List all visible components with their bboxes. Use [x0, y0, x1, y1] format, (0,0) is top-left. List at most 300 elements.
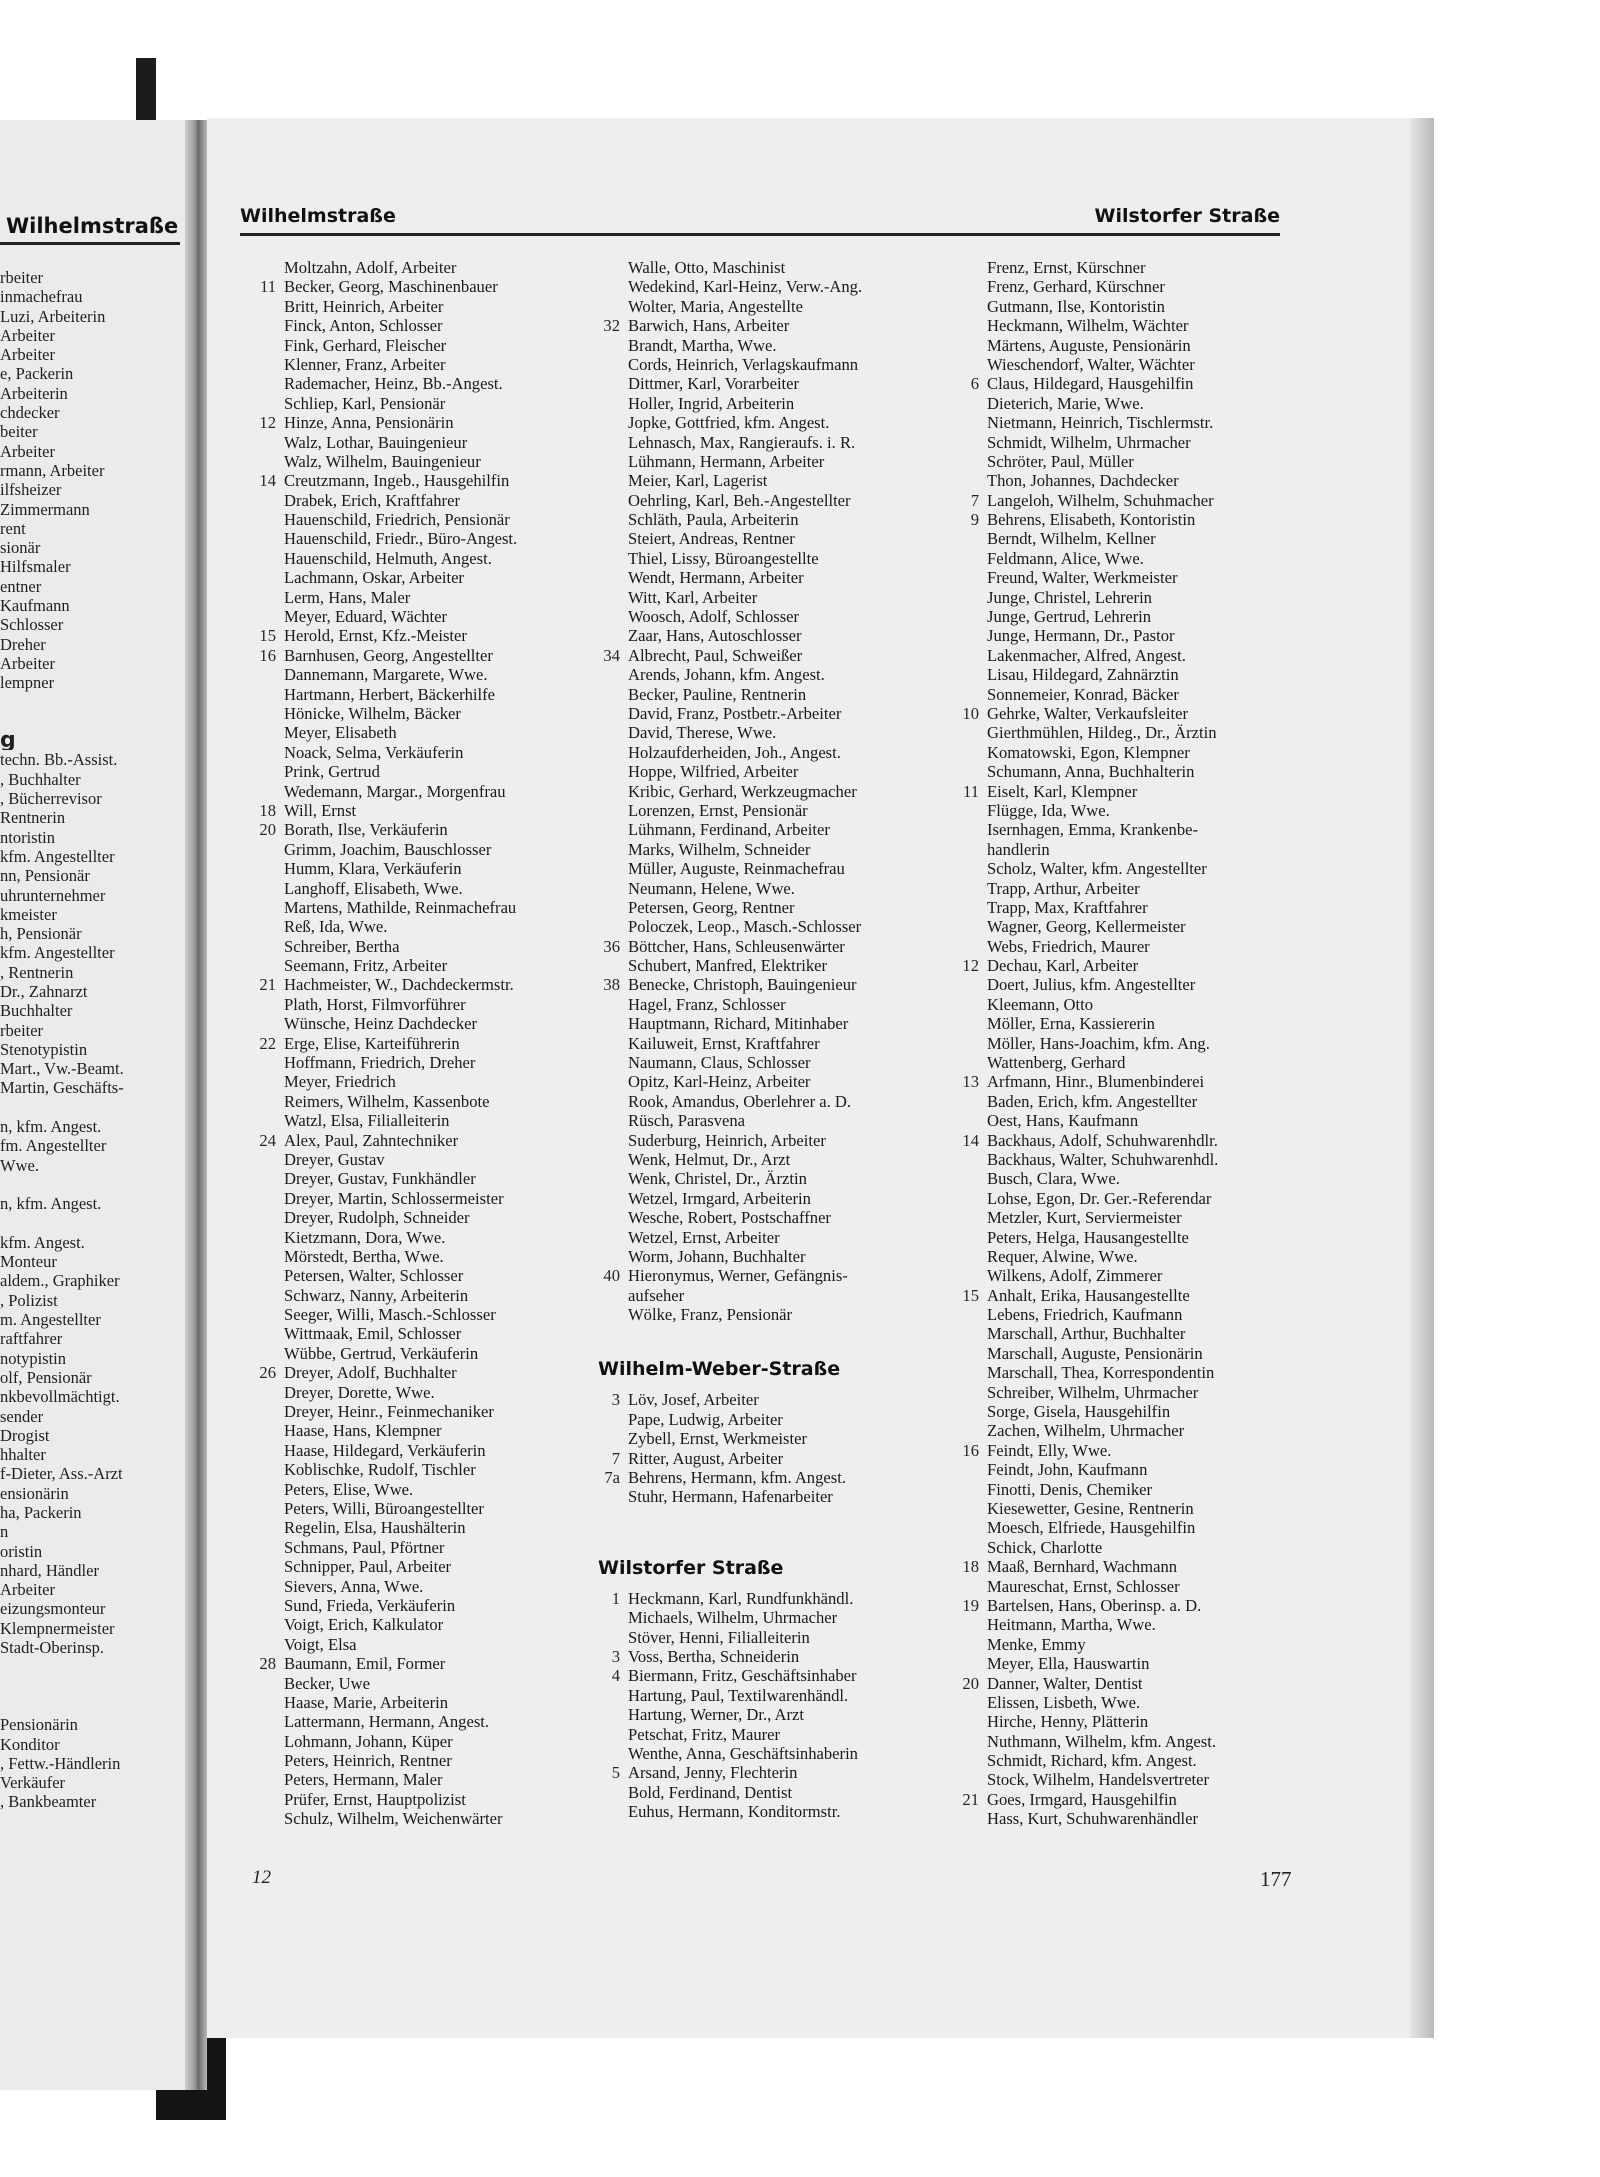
directory-entry [238, 1150, 583, 1169]
resident-entry: Haase, Hildegard, Verkäuferin [284, 1440, 486, 1460]
house-number [941, 646, 987, 665]
resident-entry: Creutzmann, Ingeb., Hausgehilfin [284, 471, 510, 491]
directory-entry [582, 1390, 942, 1409]
directory-entry [238, 995, 583, 1014]
resident-entry: Trapp, Arthur, Arbeiter [987, 878, 1140, 898]
resident-entry: Schröter, Paul, Müller [987, 451, 1134, 471]
resident-entry: Bold, Ferdinand, Dentist [628, 1782, 793, 1802]
house-number [238, 704, 284, 723]
resident-entry: Seeger, Willi, Masch.-Schlosser [284, 1305, 496, 1325]
house-number [238, 1324, 284, 1343]
house-number [941, 1751, 987, 1770]
house-number [941, 1111, 987, 1130]
resident-entry: Löv, Josef, Arbeiter [628, 1390, 759, 1410]
house-number [941, 762, 987, 781]
resident-entry: Barwich, Hans, Arbeiter [628, 316, 790, 336]
house-number [582, 840, 628, 859]
house-number [941, 665, 987, 684]
resident-entry: Lohse, Egon, Dr. Ger.-Referendar [987, 1188, 1212, 1208]
house-number [582, 820, 628, 839]
resident-entry: Frenz, Ernst, Kürschner [987, 258, 1146, 277]
directory-entry [238, 1247, 583, 1266]
directory-entry [582, 491, 942, 510]
house-number [941, 1383, 987, 1402]
left-page-line: nkbevollmächtigt. [0, 1387, 120, 1407]
resident-entry: Langhoff, Elisabeth, Wwe. [284, 878, 463, 898]
house-number: 22 [259, 1033, 276, 1053]
house-number: 21 [259, 975, 276, 995]
directory-entry [238, 1441, 583, 1460]
resident-entry: Reimers, Wilhelm, Kassenbote [284, 1091, 490, 1111]
resident-entry: Gierthmühlen, Hildeg., Dr., Ärztin [987, 723, 1217, 743]
directory-entry [941, 898, 1291, 917]
house-number [238, 1790, 284, 1809]
resident-entry: Sonnemeier, Konrad, Bäcker [987, 684, 1179, 704]
resident-entry: Witt, Karl, Arbeiter [628, 587, 758, 607]
left-page-line: n, kfm. Angest. [0, 1194, 102, 1214]
house-number [941, 1305, 987, 1324]
resident-entry: Möller, Hans-Joachim, kfm. Ang. [987, 1033, 1210, 1053]
directory-entry [238, 743, 583, 762]
directory-entry [941, 1092, 1291, 1111]
left-page-line: Arbeiter [0, 1580, 55, 1600]
resident-entry: Meier, Karl, Lagerist [628, 471, 768, 491]
house-number [941, 859, 987, 878]
resident-entry: Peters, Willi, Büroangestellter [284, 1499, 484, 1518]
resident-entry: Noack, Selma, Verkäuferin [284, 742, 464, 762]
directory-entry [582, 413, 942, 432]
resident-entry: Hieronymus, Werner, Gefängnis- [628, 1266, 848, 1286]
house-number [582, 510, 628, 529]
house-number [582, 685, 628, 704]
house-number [238, 1150, 284, 1169]
house-number [941, 1577, 987, 1596]
left-page-line: rmann, Arbeiter [0, 460, 105, 480]
resident-entry: Komatowski, Egon, Klempner [987, 742, 1190, 762]
house-number [582, 374, 628, 393]
house-number: 16 [962, 1440, 979, 1460]
house-number [582, 743, 628, 762]
house-number [582, 859, 628, 878]
directory-entry [941, 840, 1291, 859]
directory-entry [238, 1751, 583, 1770]
house-number [941, 1014, 987, 1033]
directory-entry [238, 1809, 583, 1828]
resident-entry: Suderburg, Heinrich, Arbeiter [628, 1130, 826, 1150]
directory-entry [582, 277, 942, 296]
directory-entry [582, 258, 942, 277]
directory-entry [238, 646, 583, 665]
left-page-line: uhrunternehmer [0, 885, 106, 905]
house-number [941, 1189, 987, 1208]
resident-entry: Marschall, Arthur, Buchhalter [987, 1324, 1186, 1344]
house-number [238, 607, 284, 626]
resident-entry: Elissen, Lisbeth, Wwe. [987, 1692, 1141, 1712]
directory-entry [238, 1732, 583, 1751]
resident-entry: Backhaus, Adolf, Schuhwarenhdlr. [987, 1130, 1218, 1150]
house-number [582, 1725, 628, 1744]
house-number [238, 1809, 284, 1828]
resident-entry: Neumann, Helene, Wwe. [628, 878, 795, 898]
left-page-line: Dr., Zahnarzt [0, 981, 88, 1001]
resident-entry: Wagner, Georg, Kellermeister [987, 917, 1186, 937]
house-number: 13 [962, 1072, 979, 1092]
resident-entry: Walz, Lothar, Bauingenieur [284, 432, 468, 452]
resident-entry: Doert, Julius, kfm. Angestellter [987, 975, 1196, 995]
directory-entry [582, 956, 942, 975]
house-number [941, 801, 987, 820]
directory-entry [941, 1131, 1291, 1150]
directory-entry [941, 1324, 1291, 1343]
header-rule [240, 233, 1280, 236]
directory-entry [238, 820, 583, 839]
left-page-line: , Fettw.-Händlerin [0, 1753, 121, 1773]
directory-entry [941, 1577, 1291, 1596]
directory-entry [582, 646, 942, 665]
directory-entry [582, 1053, 942, 1072]
resident-entry: Albrecht, Paul, Schweißer [628, 645, 803, 665]
resident-entry: Sorge, Gisela, Hausgehilfin [987, 1402, 1171, 1422]
directory-entry [941, 1538, 1291, 1557]
directory-entry [582, 665, 942, 684]
resident-entry: Hartung, Paul, Textilwarenhändl. [628, 1685, 849, 1705]
resident-entry: Euhus, Hermann, Konditormstr. [628, 1802, 841, 1822]
house-number [941, 1034, 987, 1053]
resident-entry: Woosch, Adolf, Schlosser [628, 607, 800, 627]
directory-entry [582, 840, 942, 859]
left-page-line: kmeister [0, 904, 57, 924]
left-page-line: hhalter [0, 1445, 46, 1465]
house-number [941, 898, 987, 917]
house-number [582, 1228, 628, 1247]
resident-entry: Wattenberg, Gerhard [987, 1053, 1126, 1073]
house-number [238, 956, 284, 975]
directory-entry [238, 1615, 583, 1634]
directory-entry [941, 588, 1291, 607]
house-number [941, 607, 987, 626]
resident-entry: Watzl, Elsa, Filialleiterin [284, 1111, 450, 1131]
house-number [238, 316, 284, 335]
directory-entry [238, 1460, 583, 1479]
resident-entry: Thon, Johannes, Dachdecker [987, 471, 1179, 491]
directory-entry [941, 1363, 1291, 1382]
house-number [582, 529, 628, 548]
column-3 [941, 258, 1291, 1829]
house-number [941, 1228, 987, 1247]
directory-entry [941, 879, 1291, 898]
house-number [238, 549, 284, 568]
directory-entry [941, 471, 1291, 490]
directory-entry [582, 1783, 942, 1802]
left-page-rule [0, 242, 180, 245]
directory-entry [238, 1712, 583, 1731]
house-number [941, 258, 987, 277]
directory-entry [941, 1518, 1291, 1537]
resident-entry: Thiel, Lissy, Büroangestellte [628, 548, 819, 568]
wilhelm-weber-strasse-list [582, 1390, 942, 1506]
directory-entry [582, 588, 942, 607]
left-page-line: Arbeiter [0, 653, 55, 673]
directory-entry [582, 355, 942, 374]
resident-entry: Wieschendorf, Walter, Wächter [987, 354, 1195, 374]
left-page-line: Mart., Vw.-Beamt. [0, 1059, 124, 1079]
house-number [941, 1654, 987, 1673]
house-number: 26 [259, 1363, 276, 1383]
directory-entry [238, 258, 583, 277]
directory-entry [582, 1131, 942, 1150]
house-number [238, 1286, 284, 1305]
house-number [582, 1014, 628, 1033]
left-page-line: Arbeiterin [0, 383, 68, 403]
directory-entry [941, 1654, 1291, 1673]
house-number: 3 [611, 1390, 620, 1410]
resident-entry: Wetzel, Ernst, Arbeiter [628, 1227, 780, 1247]
house-number [582, 723, 628, 742]
resident-entry: Hartmann, Herbert, Bäckerhilfe [284, 684, 496, 704]
left-page-line: Martin, Geschäfts- [0, 1078, 124, 1098]
house-number [941, 588, 987, 607]
left-page-line: notypistin [0, 1348, 67, 1368]
house-number [941, 840, 987, 859]
directory-entry [941, 374, 1291, 393]
house-number [238, 1499, 284, 1518]
resident-entry: Junge, Hermann, Dr., Pastor [987, 626, 1175, 646]
resident-entry: Schick, Charlotte [987, 1537, 1103, 1557]
house-number [582, 549, 628, 568]
directory-entry [582, 316, 942, 335]
resident-entry: Moesch, Elfriede, Hausgehilfin [987, 1518, 1196, 1538]
house-number [582, 1686, 628, 1705]
directory-entry [238, 588, 583, 607]
column-1 [238, 258, 583, 1829]
left-page-line: Verkäufer [0, 1773, 66, 1793]
resident-entry: Arsand, Jenny, Flechterin [628, 1763, 798, 1783]
directory-entry [238, 297, 583, 316]
left-page-header: Wilhelmstraße [6, 214, 179, 238]
directory-entry [238, 685, 583, 704]
house-number [941, 394, 987, 413]
house-number [238, 1189, 284, 1208]
resident-entry: Gutmann, Ilse, Kontoristin [987, 296, 1165, 316]
resident-entry: Oehrling, Karl, Beh.-Angestellter [628, 490, 851, 510]
resident-entry: Schnipper, Paul, Arbeiter [284, 1557, 452, 1577]
house-number [941, 937, 987, 956]
house-number: 40 [603, 1266, 620, 1286]
resident-entry: Poloczek, Leop., Masch.-Schlosser [628, 917, 862, 937]
resident-entry: Marschall, Auguste, Pensionärin [987, 1343, 1203, 1363]
house-number [941, 355, 987, 374]
directory-entry [941, 568, 1291, 587]
directory-entry [941, 704, 1291, 723]
directory-entry [941, 1480, 1291, 1499]
house-number [238, 1014, 284, 1033]
resident-entry: Regelin, Elsa, Haushälterin [284, 1518, 466, 1538]
directory-entry [941, 820, 1291, 839]
directory-entry [238, 1344, 583, 1363]
resident-entry: Rademacher, Heinz, Bb.-Angest. [284, 374, 503, 394]
resident-entry: Opitz, Karl-Heinz, Arbeiter [628, 1072, 811, 1092]
resident-entry: Webs, Friedrich, Maurer [987, 936, 1150, 956]
left-page-line [0, 712, 184, 731]
house-number [238, 1053, 284, 1072]
house-number [238, 1305, 284, 1324]
directory-entry [238, 1499, 583, 1518]
directory-entry [941, 646, 1291, 665]
resident-entry: Hoffmann, Friedrich, Dreher [284, 1053, 476, 1073]
resident-entry: Walle, Otto, Maschinist [628, 258, 786, 277]
directory-entry [582, 1763, 942, 1782]
resident-entry: Holzaufderheiden, Joh., Angest. [628, 742, 841, 762]
resident-entry: Wendt, Hermann, Arbeiter [628, 568, 804, 588]
resident-entry: Petersen, Walter, Schlosser [284, 1266, 464, 1286]
resident-entry: Peters, Elise, Wwe. [284, 1479, 414, 1499]
house-number [582, 1072, 628, 1091]
left-page-line: Arbeiter [0, 325, 55, 345]
resident-entry: David, Therese, Wwe. [628, 723, 777, 743]
house-number [238, 743, 284, 762]
house-number [582, 452, 628, 471]
directory-entry [941, 801, 1291, 820]
resident-entry: Wittmaak, Emil, Schlosser [284, 1324, 462, 1344]
resident-entry: Menke, Emmy [987, 1634, 1086, 1654]
house-number [238, 1441, 284, 1460]
directory-entry [582, 1647, 942, 1666]
directory-entry [582, 1725, 942, 1744]
directory-entry [941, 1247, 1291, 1266]
left-page-line: Monteur [0, 1252, 57, 1272]
house-number: 1 [611, 1588, 620, 1608]
directory-entry [941, 1111, 1291, 1130]
resident-entry: Feindt, John, Kaufmann [987, 1460, 1148, 1480]
left-page-line: Buchhalter [0, 1001, 73, 1021]
directory-entry [238, 859, 583, 878]
directory-entry [238, 1363, 583, 1382]
house-number [941, 452, 987, 471]
resident-entry: Maaß, Bernhard, Wachmann [987, 1557, 1178, 1577]
house-number [238, 355, 284, 374]
resident-entry: Kietzmann, Dora, Wwe. [284, 1227, 446, 1247]
resident-entry: Haase, Hans, Klempner [284, 1421, 442, 1441]
directory-entry [582, 1589, 942, 1608]
resident-entry: Frenz, Gerhard, Kürschner [987, 277, 1165, 297]
resident-entry: Fink, Gerhard, Fleischer [284, 335, 447, 355]
resident-entry: Böttcher, Hans, Schleusenwärter [628, 936, 845, 956]
resident-entry: Kailuweit, Ernst, Kraftfahrer [628, 1033, 820, 1053]
resident-entry: Langeloh, Wilhelm, Schuhmacher [987, 490, 1214, 510]
left-page-line: Pensionärin [0, 1715, 78, 1735]
directory-entry [582, 1468, 942, 1487]
directory-entry [238, 1092, 583, 1111]
resident-entry: Marschall, Thea, Korrespondentin [987, 1363, 1215, 1383]
directory-entry [941, 1208, 1291, 1227]
left-page-line: ensionärin [0, 1483, 69, 1503]
house-number: 6 [970, 374, 979, 394]
resident-entry: Dreyer, Adolf, Buchhalter [284, 1363, 457, 1383]
resident-entry: Schreiber, Bertha [284, 936, 400, 956]
directory-entry [941, 782, 1291, 801]
directory-entry [941, 1693, 1291, 1712]
house-number [582, 879, 628, 898]
resident-entry: Michaels, Wilhelm, Uhrmacher [628, 1608, 838, 1628]
house-number [238, 433, 284, 452]
resident-entry: Petschat, Fritz, Maurer [628, 1724, 781, 1744]
directory-entry [941, 743, 1291, 762]
house-number: 11 [963, 781, 979, 801]
left-page-line: rbeiter [0, 1020, 44, 1040]
house-number [238, 685, 284, 704]
directory-entry [941, 355, 1291, 374]
house-number [941, 433, 987, 452]
resident-entry: Hagel, Franz, Schlosser [628, 994, 786, 1014]
house-number [941, 1150, 987, 1169]
left-page-line: Stenotypistin [0, 1039, 88, 1059]
directory-entry [941, 316, 1291, 335]
house-number [238, 1693, 284, 1712]
house-number: 15 [962, 1285, 979, 1305]
house-number [238, 1674, 284, 1693]
house-number [582, 782, 628, 801]
house-number [582, 1286, 628, 1305]
house-number [582, 917, 628, 936]
resident-entry: Dreyer, Gustav [284, 1149, 385, 1169]
house-number [582, 1034, 628, 1053]
directory-entry [238, 316, 583, 335]
house-number [941, 1344, 987, 1363]
resident-entry: Rook, Amandus, Oberlehrer a. D. [628, 1091, 852, 1111]
directory-entry [238, 626, 583, 645]
directory-entry [941, 1266, 1291, 1285]
directory-entry [238, 1577, 583, 1596]
directory-entry [238, 1072, 583, 1091]
house-number [238, 336, 284, 355]
resident-entry: Reß, Ida, Wwe. [284, 917, 388, 937]
left-page-line: sender [0, 1406, 44, 1426]
left-page-line: , Bankbeamter [0, 1792, 97, 1812]
directory-entry [582, 685, 942, 704]
resident-entry: Mörstedt, Bertha, Wwe. [284, 1246, 444, 1266]
resident-entry: Arfmann, Hinr., Blumenbinderei [987, 1072, 1205, 1092]
resident-entry: Wenk, Helmut, Dr., Arzt [628, 1149, 791, 1169]
house-number [941, 1421, 987, 1440]
resident-entry: Nuthmann, Wilhelm, kfm. Angest. [987, 1731, 1217, 1751]
directory-entry [582, 607, 942, 626]
resident-entry: Schläth, Paula, Arbeiterin [628, 510, 799, 530]
resident-entry: Scholz, Walter, kfm. Angestellter [987, 859, 1207, 879]
directory-entry [941, 1441, 1291, 1460]
directory-entry [582, 1449, 942, 1468]
house-number [238, 1557, 284, 1576]
directory-entry [941, 1228, 1291, 1247]
directory-entry [238, 801, 583, 820]
directory-entry [238, 1189, 583, 1208]
directory-entry [238, 1674, 583, 1693]
directory-entry [582, 1208, 942, 1227]
directory-entry [238, 1266, 583, 1285]
house-number [582, 762, 628, 781]
resident-entry: Maureschat, Ernst, Schlosser [987, 1576, 1180, 1596]
directory-entry [941, 1674, 1291, 1693]
left-page-line: aldem., Graphiker [0, 1271, 120, 1291]
left-page-line: f-Dieter, Ass.-Arzt [0, 1464, 123, 1484]
directory-entry [238, 1208, 583, 1227]
house-number [238, 1072, 284, 1091]
directory-entry [238, 937, 583, 956]
house-number [582, 1487, 628, 1506]
header-street-left: Wilhelmstraße [240, 205, 396, 227]
house-number [582, 704, 628, 723]
directory-entry [582, 1014, 942, 1033]
directory-entry [941, 258, 1291, 277]
